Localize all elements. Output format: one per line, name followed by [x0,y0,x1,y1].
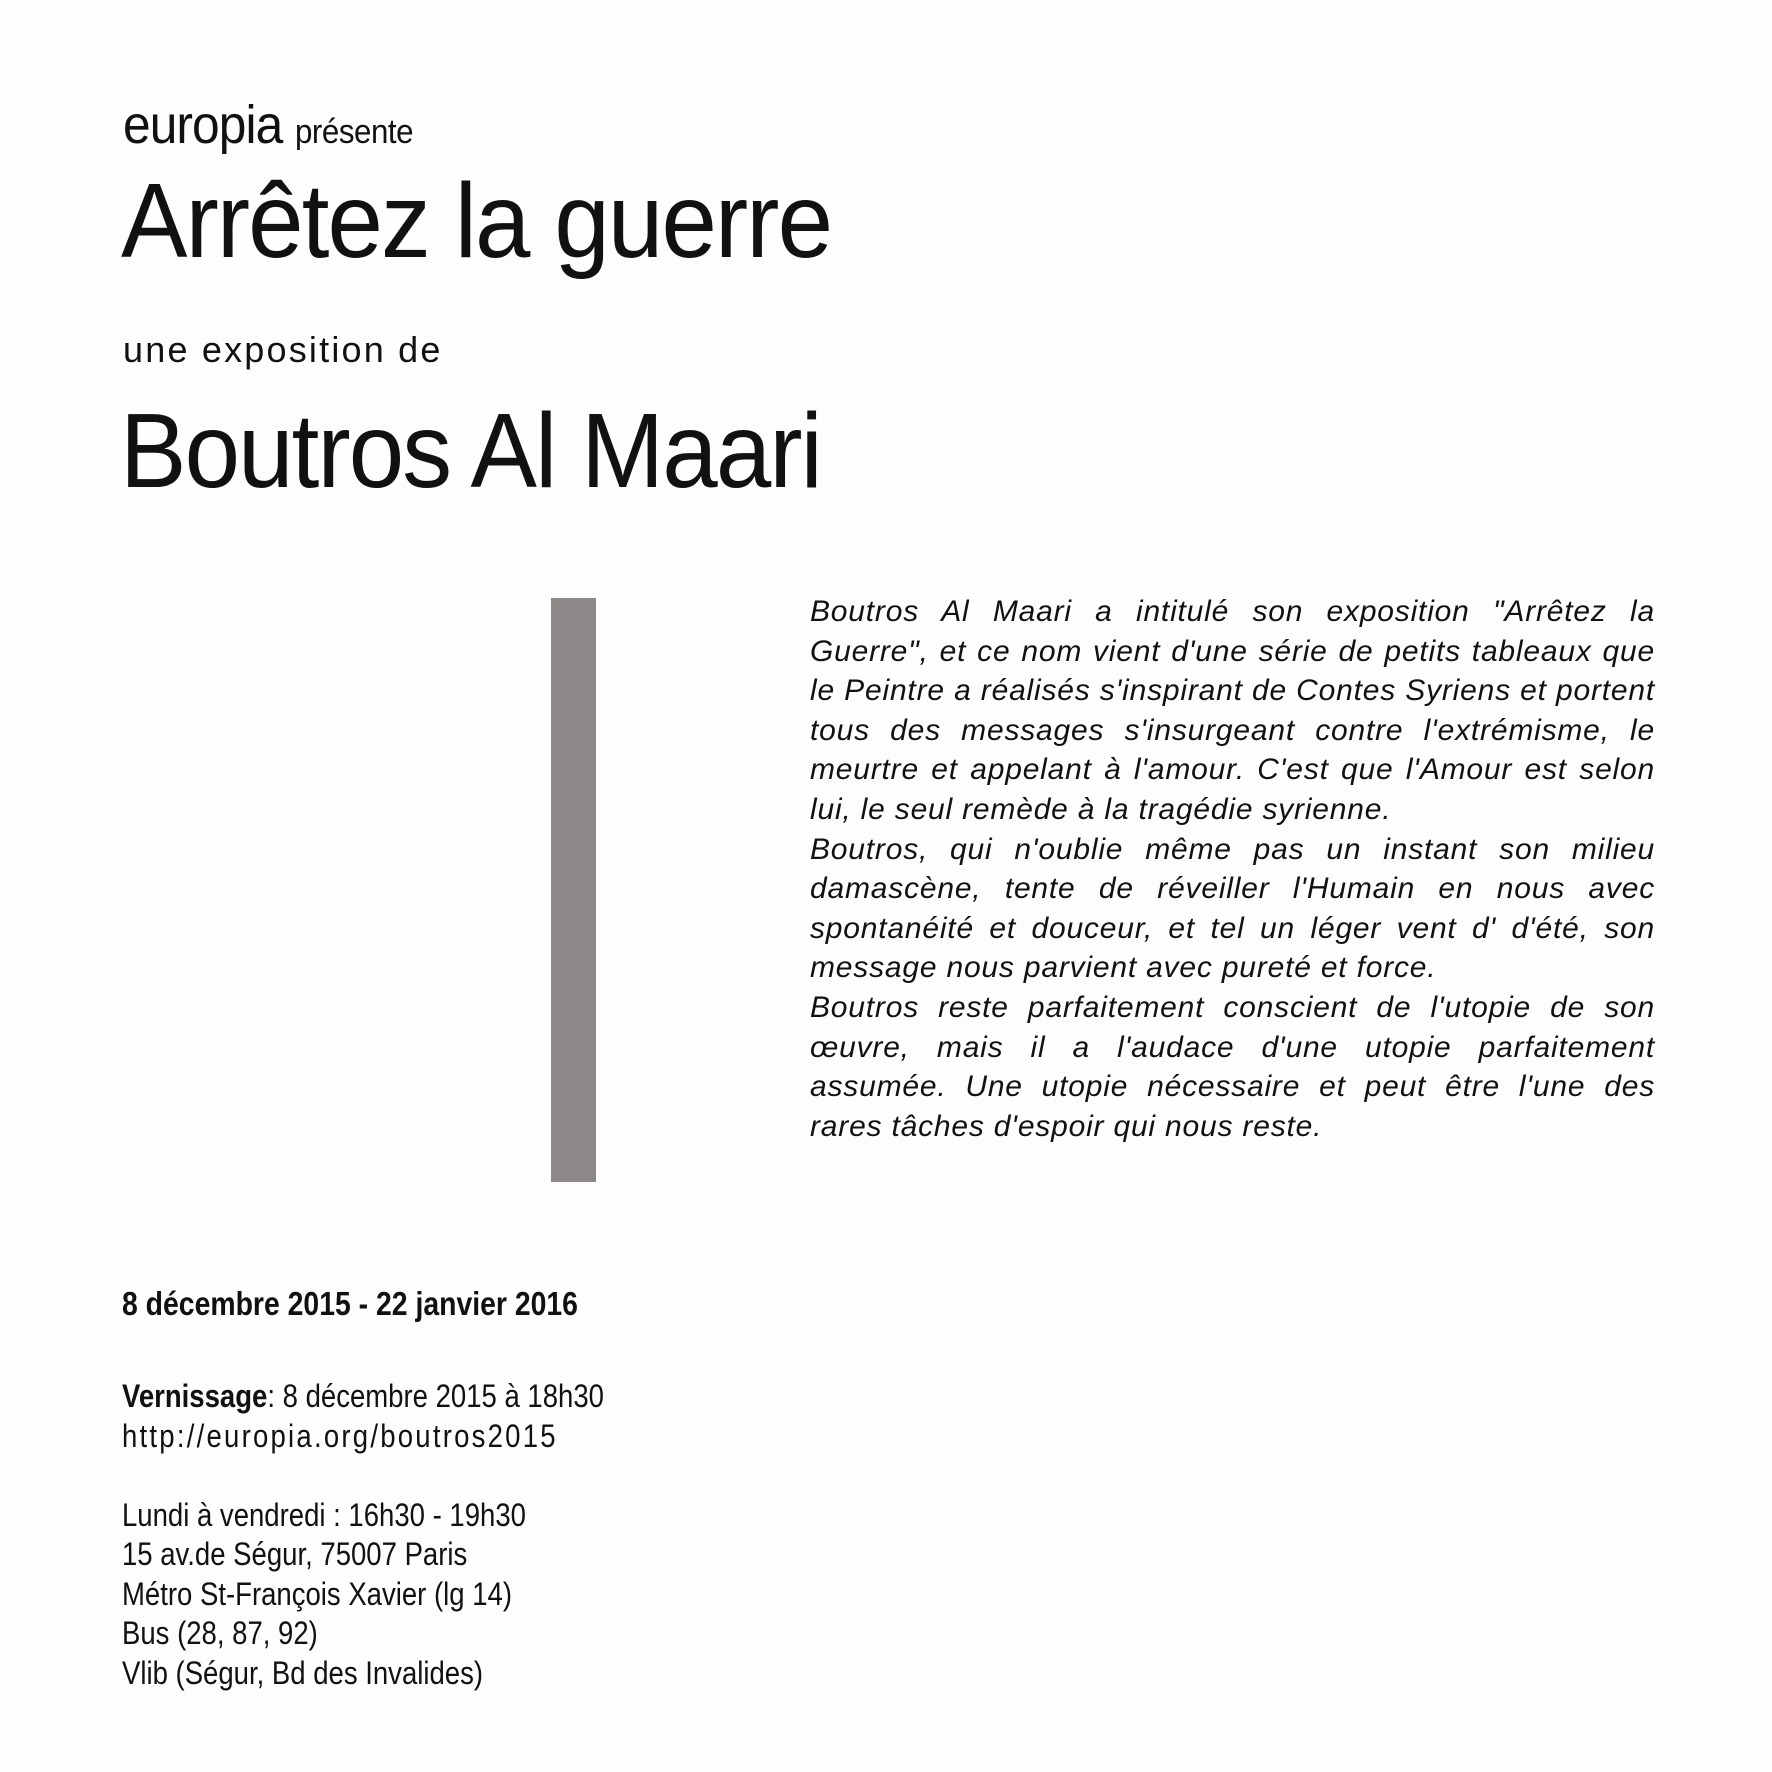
description-paragraph: Boutros, qui n'oublie même pas un instant son milieu damascène, tente de réveiller l'Humain en nous avec spontanéité et douceur, et tel un léger vent d' d'été, son message nous parvient avec pureté et force. [810,832,1655,985]
exhibition-description [810,592,1655,1146]
vernissage-value: : 8 décembre 2015 à 18h30 [267,1378,604,1414]
exhibition-byline: une exposition de [123,329,443,370]
opening-hours: Lundi à vendredi : 16h30 - 19h30 [122,1496,526,1533]
brand-verb: présente [294,113,413,151]
metro-info: Métro St-François Xavier (lg 14) [122,1575,512,1612]
bus-info: Bus (28, 87, 92) [122,1615,318,1651]
brand-line [123,95,423,155]
vlib-info: Vlib (Ségur, Bd des Invalides) [122,1654,484,1691]
exhibition-dates: 8 décembre 2015 - 22 janvier 2016 [122,1285,578,1322]
website-line [122,1417,682,1457]
address: 15 av.de Ségur, 75007 Paris [122,1536,468,1572]
brand-name: europia [123,95,283,155]
event-info [122,1377,682,1693]
website-link[interactable]: http://europia.org/boutros2015 [122,1417,558,1454]
artist-name: Boutros Al Maari [120,392,821,510]
vernissage-label: Vernissage [122,1378,268,1414]
artwork-bar [551,598,596,1182]
spacer [122,1456,682,1496]
description-paragraph: Boutros Al Maari a intitulé son exposition "Arrêtez la Guerre", et ce nom vient d'une série de petits tableaux que le Peintre a réalisés s'inspirant de Contes Syriens et portent tous des messages s'insurgeant contre l'extrémisme, le meurtre et appelant à l'amour. C'est que l'Amour est selon lui, le seul remède à la tragédie syrienne. [810,595,1655,826]
description-paragraph: Boutros reste parfaitement conscient de l'utopie de son œuvre, mais il a l'audace d'une utopie parfaitement assumée. Une utopie nécessaire et peut être l'une des rares tâches d'espoir qui nous reste. [810,990,1655,1143]
vernissage-line [122,1377,604,1417]
exhibition-title: Arrêtez la guerre [121,162,832,280]
